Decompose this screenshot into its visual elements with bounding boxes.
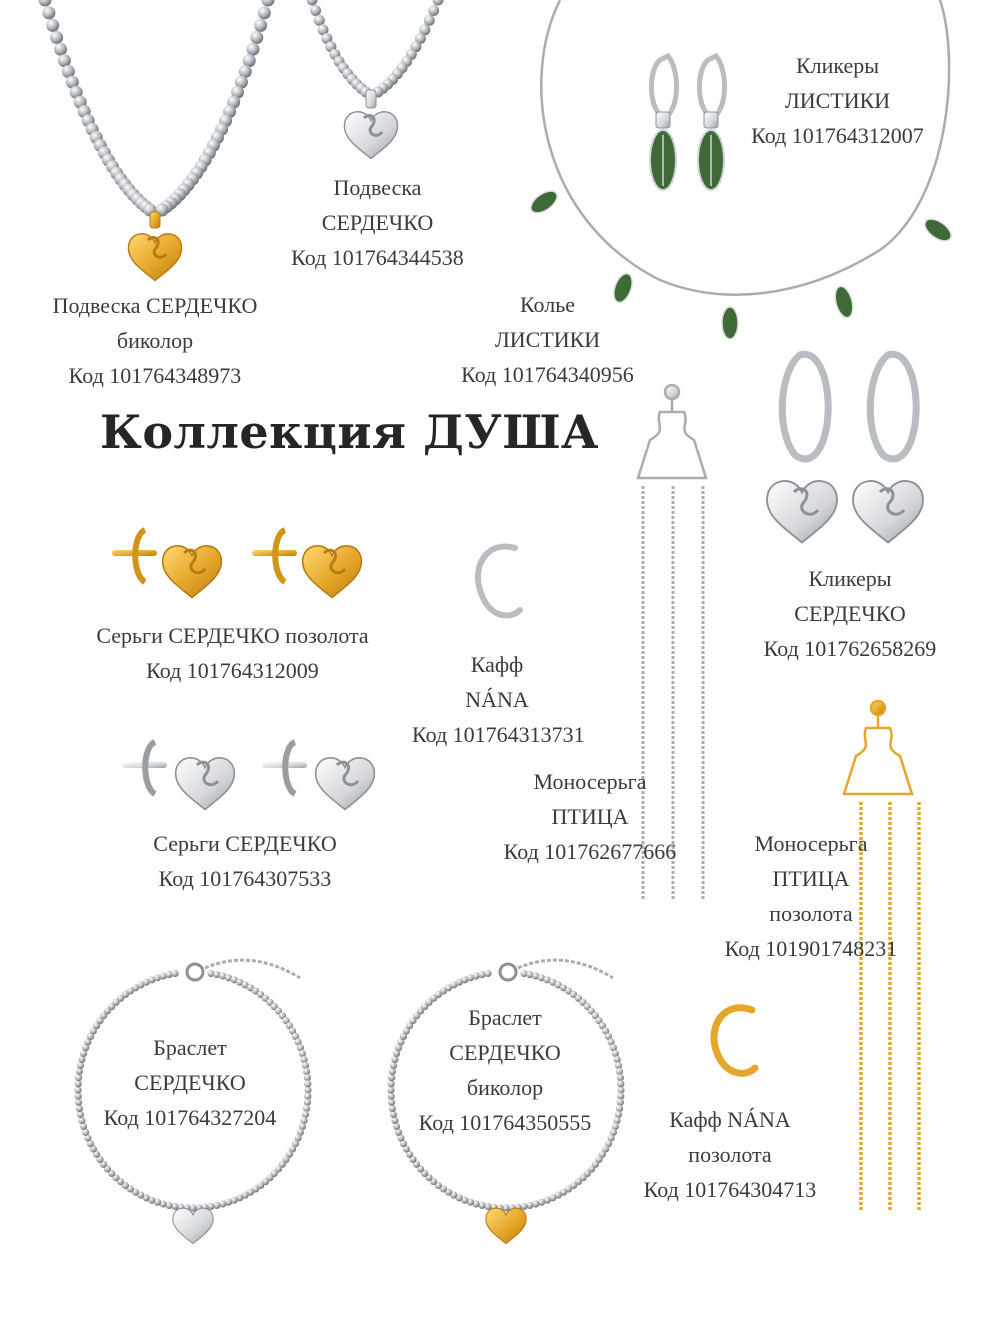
bracelet-silver-heart bbox=[173, 1208, 213, 1243]
chain-bead bbox=[617, 1080, 624, 1087]
chain-bead bbox=[424, 15, 435, 26]
chain-bead bbox=[247, 43, 260, 56]
chain-bead bbox=[388, 1093, 395, 1100]
chain-bead bbox=[388, 1099, 395, 1106]
chain-bead bbox=[617, 1093, 624, 1100]
chain-bead bbox=[50, 31, 63, 44]
collection-title: Коллекция ДУША bbox=[100, 405, 600, 459]
chain-bead bbox=[314, 15, 325, 26]
product-label-bird-gold: Моносерьга ПТИЦА позолота Код 101901748231 bbox=[724, 831, 898, 961]
cuff-silver bbox=[478, 546, 520, 615]
chain-bead bbox=[617, 1074, 624, 1081]
product-label-leaf-necklace: Колье ЛИСТИКИ Код 101764340956 bbox=[461, 292, 634, 387]
product-label-cuff-silver: Кафф NÁNA Код 101764313731 bbox=[412, 652, 585, 747]
chain-bead bbox=[484, 970, 491, 977]
silver-stud-earrings bbox=[122, 742, 374, 810]
chain-bead bbox=[75, 1099, 82, 1106]
chain-bead bbox=[42, 6, 55, 19]
product-label-gold-studs: Серьги СЕРДЕЧКО позолота Код 101764312009 bbox=[96, 623, 369, 683]
chain-bead bbox=[302, 1062, 309, 1069]
product-label-pendant-silver: Подвеска СЕРДЕЧКО Код 101764344538 bbox=[291, 175, 464, 270]
chain-bead bbox=[46, 19, 59, 32]
chain-bead bbox=[75, 1080, 82, 1087]
chain-bead bbox=[304, 1074, 311, 1081]
product-label-bracelet-silver: Браслет СЕРДЕЧКО Код 101764327204 bbox=[103, 1035, 277, 1130]
chain-bead bbox=[433, 0, 444, 6]
product-label-leaf-clickers: Кликеры ЛИСТИКИ Код 101764312007 bbox=[751, 53, 924, 148]
chain-bead bbox=[617, 1086, 624, 1093]
chain-bead bbox=[77, 1062, 84, 1069]
product-label-silver-studs: Серьги СЕРДЕЧКО Код 101764307533 bbox=[153, 831, 337, 891]
chain-bead bbox=[428, 5, 439, 16]
leaf-clickers bbox=[651, 56, 724, 118]
product-label-cuff-gold: Кафф NÁNA позолота Код 101764304713 bbox=[643, 1107, 817, 1202]
chain-bead bbox=[77, 1111, 84, 1118]
chain-bead bbox=[617, 1099, 624, 1106]
chain-bead bbox=[258, 6, 271, 19]
cuff-gold bbox=[714, 1008, 755, 1074]
heart-clickers bbox=[767, 354, 923, 542]
product-label-bracelet-bicolor: Браслет СЕРДЕЧКО биколор Код 101764350555 bbox=[418, 1005, 592, 1135]
chain-bead bbox=[303, 1068, 310, 1075]
gold-heart-pendant bbox=[128, 234, 181, 281]
chain-bead bbox=[388, 1080, 395, 1087]
chain-bead bbox=[307, 0, 318, 6]
chain-bead bbox=[75, 1093, 82, 1100]
chain-bead bbox=[78, 1117, 85, 1124]
chain-bead bbox=[74, 1086, 81, 1093]
chain-bead bbox=[171, 970, 178, 977]
product-label-heart-clickers: Кликеры СЕРДЕЧКО Код 101762658269 bbox=[763, 566, 937, 661]
chain-bead bbox=[615, 1111, 622, 1118]
chain-bead bbox=[390, 1111, 397, 1118]
chain-bead bbox=[616, 1105, 623, 1112]
chain-bead bbox=[75, 1074, 82, 1081]
chain-bead bbox=[304, 1080, 311, 1087]
necklace-heart-bicolor bbox=[39, 0, 275, 217]
chain-bead bbox=[301, 1056, 308, 1063]
chain-bead bbox=[250, 31, 263, 44]
chain-bead bbox=[39, 0, 52, 7]
chain-bead bbox=[389, 1068, 396, 1075]
chain-bead bbox=[614, 1056, 621, 1063]
chain-bead bbox=[616, 1068, 623, 1075]
chain-bead bbox=[76, 1105, 83, 1112]
gold-stud-earrings bbox=[112, 530, 361, 598]
chain-bead bbox=[302, 1111, 309, 1118]
product-label-pendant-bicolor: Подвеска СЕРДЕЧКО биколор Код 101764348973 bbox=[52, 293, 258, 388]
chain-bead bbox=[304, 1086, 311, 1093]
chain-bead bbox=[54, 43, 67, 56]
product-label-bird-silver: Моносерьга ПТИЦА Код 101762677666 bbox=[503, 769, 677, 864]
chain-bead bbox=[303, 1105, 310, 1112]
chain-bead bbox=[387, 1086, 394, 1093]
chain-bead bbox=[615, 1062, 622, 1069]
chain-bead bbox=[391, 1117, 398, 1124]
chain-bead bbox=[310, 5, 321, 16]
chain-bead bbox=[388, 1074, 395, 1081]
chain-bead bbox=[254, 19, 267, 32]
silver-heart-pendant bbox=[344, 112, 397, 159]
chain-bead bbox=[389, 1105, 396, 1112]
chain-bead bbox=[262, 0, 275, 7]
chain-bead bbox=[304, 1099, 311, 1106]
chain-bead bbox=[76, 1068, 83, 1075]
chain-bead bbox=[304, 1093, 311, 1100]
necklace-heart-silver bbox=[307, 0, 444, 98]
bracelet-gold-heart bbox=[486, 1208, 526, 1243]
chain-bead bbox=[390, 1062, 397, 1069]
